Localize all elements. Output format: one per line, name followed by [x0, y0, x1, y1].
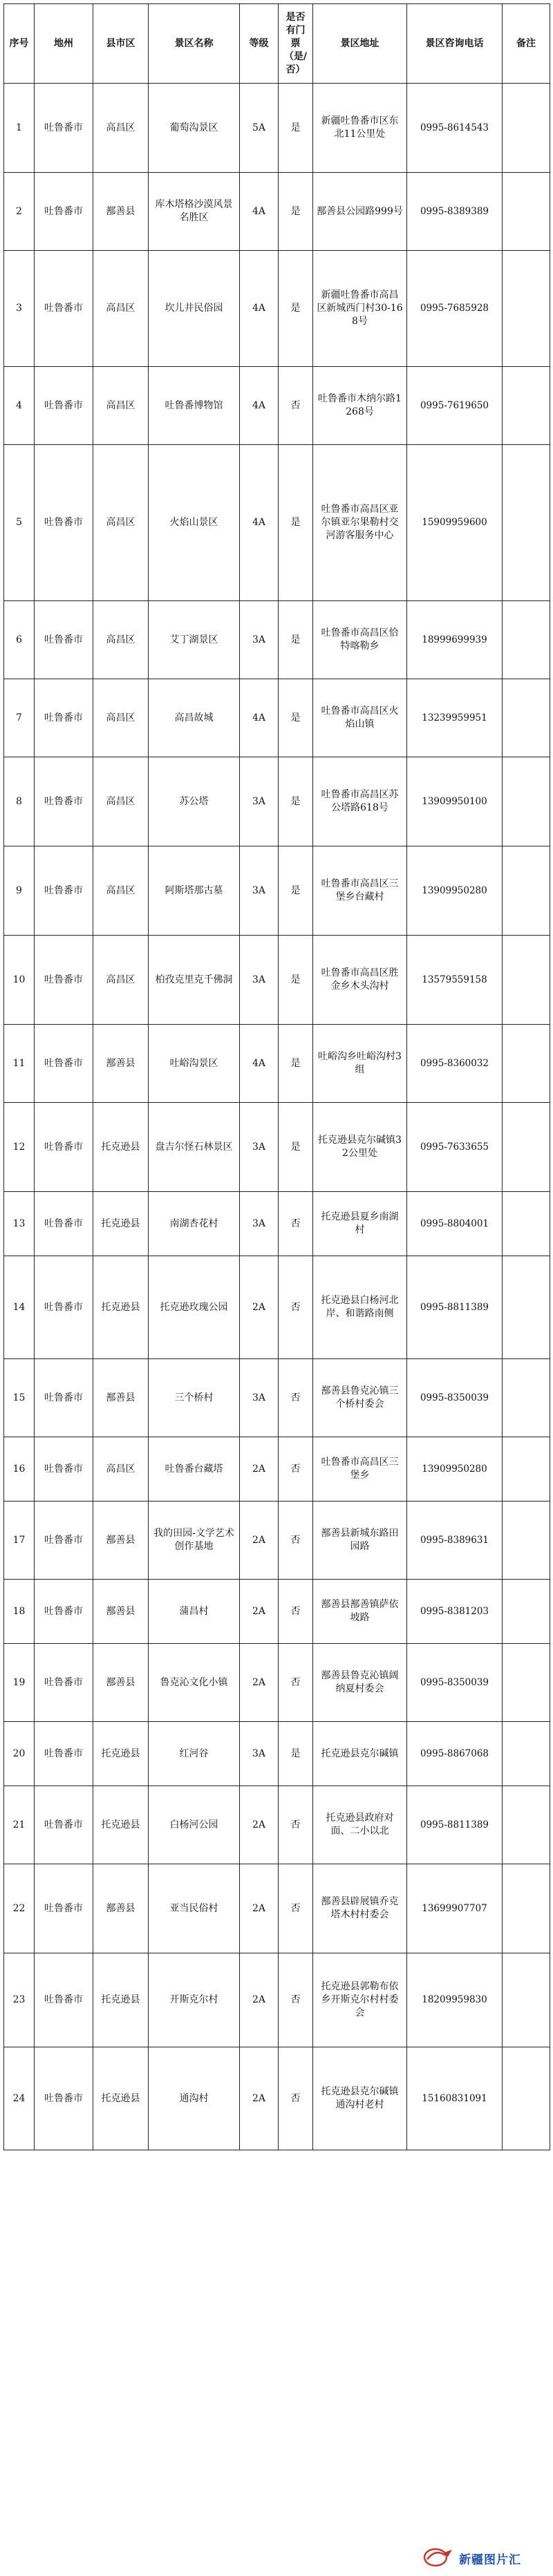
- cell-address: 鄯善县鲁克沁镇阔纳夏村委会: [313, 1644, 407, 1722]
- cell-prefecture: 吐鲁番市: [35, 1103, 93, 1192]
- watermark-logo-icon: [423, 2546, 455, 2568]
- cell-no: 10: [4, 936, 35, 1025]
- cell-county: 鄯善县: [93, 1359, 149, 1437]
- cell-note: [503, 1192, 550, 1256]
- cell-note: [503, 846, 550, 936]
- cell-grade: 2A: [240, 1502, 279, 1580]
- cell-ticket: 否: [279, 1580, 313, 1644]
- cell-no: 16: [4, 1437, 35, 1502]
- cell-note: [503, 1103, 550, 1192]
- cell-no: 24: [4, 2047, 35, 2150]
- table-row: [4, 601, 550, 679]
- cell-county: 高昌区: [93, 757, 149, 846]
- cell-name: 蒲昌村: [149, 1580, 240, 1644]
- cell-prefecture: 吐鲁番市: [35, 84, 93, 173]
- cell-phone: 15160831091: [407, 2047, 503, 2150]
- cell-prefecture: 吐鲁番市: [35, 1437, 93, 1502]
- cell-ticket: 否: [279, 1644, 313, 1722]
- cell-phone: 0995-8381203: [407, 1580, 503, 1644]
- cell-phone: 18999699939: [407, 601, 503, 679]
- cell-county: 托克逊县: [93, 1786, 149, 1864]
- cell-address: 托克逊县郭勒布依乡开斯克尔村村委会: [313, 1953, 407, 2047]
- cell-grade: 2A: [240, 1256, 279, 1359]
- cell-prefecture: 吐鲁番市: [35, 1786, 93, 1864]
- cell-phone: 0995-7685928: [407, 251, 503, 367]
- cell-name: 盘吉尔怪石林景区: [149, 1103, 240, 1192]
- header-address: 景区地址: [313, 4, 407, 84]
- cell-prefecture: 吐鲁番市: [35, 1953, 93, 2047]
- cell-address: 托克逊县白杨河北岸、和谐路南侧: [313, 1256, 407, 1359]
- table-row: [4, 1256, 550, 1359]
- cell-county: 托克逊县: [93, 1103, 149, 1192]
- cell-county: 高昌区: [93, 1437, 149, 1502]
- cell-prefecture: 吐鲁番市: [35, 1722, 93, 1786]
- cell-grade: 4A: [240, 445, 279, 601]
- cell-county: 高昌区: [93, 367, 149, 445]
- cell-ticket: 是: [279, 936, 313, 1025]
- cell-grade: 2A: [240, 1786, 279, 1864]
- cell-ticket: 否: [279, 1864, 313, 1953]
- cell-phone: 0995-8389631: [407, 1502, 503, 1580]
- cell-no: 9: [4, 846, 35, 936]
- watermark-text: 新疆图片汇: [459, 2553, 521, 2567]
- cell-note: [503, 84, 550, 173]
- cell-prefecture: 吐鲁番市: [35, 1256, 93, 1359]
- cell-note: [503, 1786, 550, 1864]
- cell-prefecture: 吐鲁番市: [35, 601, 93, 679]
- cell-no: 7: [4, 679, 35, 757]
- cell-name: 我的田园-文学艺术创作基地: [149, 1502, 240, 1580]
- header-no: 序号: [4, 4, 35, 84]
- cell-no: 11: [4, 1025, 35, 1103]
- cell-name: 三个桥村: [149, 1359, 240, 1437]
- cell-grade: 3A: [240, 936, 279, 1025]
- table-row: [4, 2047, 550, 2150]
- cell-grade: 3A: [240, 601, 279, 679]
- cell-name: 托克逊玫瑰公园: [149, 1256, 240, 1359]
- cell-no: 15: [4, 1359, 35, 1437]
- cell-name: 柏孜克里克千佛洞: [149, 936, 240, 1025]
- cell-no: 4: [4, 367, 35, 445]
- cell-address: 吐鲁番市高昌区三堡乡: [313, 1437, 407, 1502]
- cell-note: [503, 601, 550, 679]
- cell-note: [503, 1953, 550, 2047]
- cell-note: [503, 679, 550, 757]
- cell-ticket: 是: [279, 1722, 313, 1786]
- cell-grade: 4A: [240, 1025, 279, 1103]
- cell-no: 18: [4, 1580, 35, 1644]
- cell-phone: 15909959600: [407, 445, 503, 601]
- cell-address: 鄯善县鲁克沁镇三个桥村委会: [313, 1359, 407, 1437]
- cell-prefecture: 吐鲁番市: [35, 173, 93, 251]
- cell-county: 鄯善县: [93, 1025, 149, 1103]
- table-row: [4, 1359, 550, 1437]
- cell-phone: 0995-7633655: [407, 1103, 503, 1192]
- cell-phone: 13909950280: [407, 1437, 503, 1502]
- cell-no: 20: [4, 1722, 35, 1786]
- table-row: [4, 1580, 550, 1644]
- table-row: [4, 173, 550, 251]
- cell-county: 托克逊县: [93, 1256, 149, 1359]
- cell-grade: 2A: [240, 2047, 279, 2150]
- cell-phone: 0995-8804001: [407, 1192, 503, 1256]
- cell-name: 通沟村: [149, 2047, 240, 2150]
- cell-prefecture: 吐鲁番市: [35, 1502, 93, 1580]
- cell-prefecture: 吐鲁番市: [35, 1025, 93, 1103]
- cell-grade: 4A: [240, 251, 279, 367]
- cell-note: [503, 757, 550, 846]
- cell-county: 高昌区: [93, 251, 149, 367]
- cell-no: 14: [4, 1256, 35, 1359]
- cell-name: 南湖杏花村: [149, 1192, 240, 1256]
- cell-no: 8: [4, 757, 35, 846]
- cell-ticket: 否: [279, 367, 313, 445]
- table-row: [4, 1192, 550, 1256]
- cell-note: [503, 1502, 550, 1580]
- cell-grade: 2A: [240, 1864, 279, 1953]
- cell-address: 鄯善县新城东路田园路: [313, 1502, 407, 1580]
- cell-county: 托克逊县: [93, 1722, 149, 1786]
- table-row: [4, 1103, 550, 1192]
- cell-no: 13: [4, 1192, 35, 1256]
- cell-county: 托克逊县: [93, 1192, 149, 1256]
- cell-grade: 3A: [240, 1722, 279, 1786]
- header-name: 景区名称: [149, 4, 240, 84]
- cell-ticket: 否: [279, 1786, 313, 1864]
- cell-note: [503, 1644, 550, 1722]
- table-row: [4, 846, 550, 936]
- cell-address: 托克逊县克尔碱镇32公里处: [313, 1103, 407, 1192]
- cell-ticket: 是: [279, 173, 313, 251]
- cell-name: 高昌故城: [149, 679, 240, 757]
- cell-name: 吐鲁番博物馆: [149, 367, 240, 445]
- cell-address: 新疆吐鲁番市高昌区新城西门村30-168号: [313, 251, 407, 367]
- cell-prefecture: 吐鲁番市: [35, 2047, 93, 2150]
- cell-phone: 0995-8811389: [407, 1256, 503, 1359]
- cell-prefecture: 吐鲁番市: [35, 251, 93, 367]
- cell-grade: 2A: [240, 1580, 279, 1644]
- cell-grade: 3A: [240, 1103, 279, 1192]
- cell-address: 吐鲁番市高昌区苏公塔路618号: [313, 757, 407, 846]
- cell-ticket: 是: [279, 84, 313, 173]
- cell-grade: 4A: [240, 367, 279, 445]
- cell-prefecture: 吐鲁番市: [35, 846, 93, 936]
- header-county: 县市区: [93, 4, 149, 84]
- cell-county: 高昌区: [93, 601, 149, 679]
- cell-ticket: 是: [279, 757, 313, 846]
- cell-address: 托克逊县政府对面、二小以北: [313, 1786, 407, 1864]
- cell-ticket: 否: [279, 1502, 313, 1580]
- cell-ticket: 否: [279, 1359, 313, 1437]
- cell-phone: 0995-8389389: [407, 173, 503, 251]
- cell-address: 托克逊县夏乡南湖村: [313, 1192, 407, 1256]
- cell-note: [503, 1580, 550, 1644]
- cell-prefecture: 吐鲁番市: [35, 1864, 93, 1953]
- cell-address: 鄯善县鄯善镇萨依坡路: [313, 1580, 407, 1644]
- cell-prefecture: 吐鲁番市: [35, 936, 93, 1025]
- cell-ticket: 是: [279, 251, 313, 367]
- scenic-spot-table: [3, 3, 550, 2150]
- cell-prefecture: 吐鲁番市: [35, 445, 93, 601]
- cell-grade: 4A: [240, 173, 279, 251]
- cell-name: 鲁克沁文化小镇: [149, 1644, 240, 1722]
- cell-address: 吐鲁番市高昌区亚尔镇亚尔果勒村交河游客服务中心: [313, 445, 407, 601]
- cell-prefecture: 吐鲁番市: [35, 367, 93, 445]
- cell-address: 吐鲁番市高昌区胜金乡木头沟村: [313, 936, 407, 1025]
- cell-name: 坎儿井民俗园: [149, 251, 240, 367]
- cell-name: 艾丁湖景区: [149, 601, 240, 679]
- table-row: [4, 367, 550, 445]
- cell-prefecture: 吐鲁番市: [35, 1359, 93, 1437]
- cell-no: 22: [4, 1864, 35, 1953]
- cell-grade: 4A: [240, 679, 279, 757]
- cell-county: 鄯善县: [93, 1644, 149, 1722]
- table-row: [4, 1437, 550, 1502]
- cell-ticket: 否: [279, 1953, 313, 2047]
- table-row: [4, 1953, 550, 2047]
- cell-address: 吐鲁番市木纳尔路1268号: [313, 367, 407, 445]
- cell-phone: 0995-8867068: [407, 1722, 503, 1786]
- cell-no: 1: [4, 84, 35, 173]
- cell-phone: 0995-8614543: [407, 84, 503, 173]
- header-grade: 等级: [240, 4, 279, 84]
- header-phone: 景区咨询电话: [407, 4, 503, 84]
- table-body: [4, 84, 550, 2150]
- cell-phone: 0995-8811389: [407, 1786, 503, 1864]
- cell-grade: 2A: [240, 1437, 279, 1502]
- cell-address: 吐鲁番市高昌区火焰山镇: [313, 679, 407, 757]
- table-row: [4, 251, 550, 367]
- cell-prefecture: 吐鲁番市: [35, 1580, 93, 1644]
- cell-county: 托克逊县: [93, 1953, 149, 2047]
- cell-note: [503, 445, 550, 601]
- cell-no: 17: [4, 1502, 35, 1580]
- cell-no: 6: [4, 601, 35, 679]
- cell-address: 吐鲁番市高昌区恰特喀勒乡: [313, 601, 407, 679]
- cell-name: 吐峪沟景区: [149, 1025, 240, 1103]
- cell-phone: 13909950280: [407, 846, 503, 936]
- cell-phone: 0995-7619650: [407, 367, 503, 445]
- table-row: [4, 84, 550, 173]
- cell-county: 鄯善县: [93, 1580, 149, 1644]
- cell-name: 苏公塔: [149, 757, 240, 846]
- cell-phone: 18209959830: [407, 1953, 503, 2047]
- cell-phone: 0995-8350039: [407, 1644, 503, 1722]
- cell-address: 吐鲁番市高昌区三堡乡台藏村: [313, 846, 407, 936]
- cell-county: 鄯善县: [93, 1502, 149, 1580]
- cell-no: 3: [4, 251, 35, 367]
- table-row: [4, 1644, 550, 1722]
- cell-ticket: 是: [279, 601, 313, 679]
- table-row: [4, 1502, 550, 1580]
- cell-note: [503, 173, 550, 251]
- cell-ticket: 否: [279, 2047, 313, 2150]
- cell-note: [503, 1864, 550, 1953]
- cell-no: 23: [4, 1953, 35, 2047]
- cell-note: [503, 936, 550, 1025]
- table-row: [4, 936, 550, 1025]
- header-prefecture: 地州: [35, 4, 93, 84]
- cell-no: 2: [4, 173, 35, 251]
- cell-name: 库木塔格沙漠风景名胜区: [149, 173, 240, 251]
- cell-grade: 3A: [240, 846, 279, 936]
- cell-name: 白杨河公园: [149, 1786, 240, 1864]
- cell-note: [503, 1437, 550, 1502]
- cell-phone: 13239959951: [407, 679, 503, 757]
- cell-address: 鄯善县辟展镇乔克塔木村村委会: [313, 1864, 407, 1953]
- cell-no: 12: [4, 1103, 35, 1192]
- cell-note: [503, 251, 550, 367]
- cell-grade: 3A: [240, 757, 279, 846]
- cell-phone: 13699907707: [407, 1864, 503, 1953]
- table-row: [4, 1864, 550, 1953]
- cell-ticket: 是: [279, 846, 313, 936]
- cell-county: 高昌区: [93, 846, 149, 936]
- table-row: [4, 1025, 550, 1103]
- table-row: [4, 445, 550, 601]
- cell-ticket: 否: [279, 1192, 313, 1256]
- cell-county: 高昌区: [93, 84, 149, 173]
- cell-county: 高昌区: [93, 936, 149, 1025]
- header-ticket: 是否有门票（是/否）: [279, 4, 313, 84]
- cell-name: 火焰山景区: [149, 445, 240, 601]
- table-row: [4, 679, 550, 757]
- cell-name: 吐鲁番台藏塔: [149, 1437, 240, 1502]
- cell-note: [503, 367, 550, 445]
- cell-phone: 0995-8360032: [407, 1025, 503, 1103]
- cell-name: 开斯克尔村: [149, 1953, 240, 2047]
- cell-ticket: 否: [279, 1437, 313, 1502]
- header-note: 备注: [503, 4, 550, 84]
- cell-grade: 2A: [240, 1953, 279, 2047]
- cell-note: [503, 1722, 550, 1786]
- cell-note: [503, 1256, 550, 1359]
- cell-address: 托克逊县克尔碱镇: [313, 1722, 407, 1786]
- cell-phone: 13579559158: [407, 936, 503, 1025]
- cell-no: 5: [4, 445, 35, 601]
- cell-county: 高昌区: [93, 679, 149, 757]
- cell-name: 红河谷: [149, 1722, 240, 1786]
- cell-note: [503, 2047, 550, 2150]
- cell-grade: 2A: [240, 1644, 279, 1722]
- cell-note: [503, 1025, 550, 1103]
- cell-grade: 3A: [240, 1192, 279, 1256]
- cell-ticket: 是: [279, 1025, 313, 1103]
- cell-ticket: 否: [279, 1256, 313, 1359]
- cell-address: 新疆吐鲁番市区东北11公里处: [313, 84, 407, 173]
- cell-note: [503, 1359, 550, 1437]
- cell-grade: 5A: [240, 84, 279, 173]
- cell-prefecture: 吐鲁番市: [35, 1192, 93, 1256]
- cell-address: 鄯善县公园路999号: [313, 173, 407, 251]
- cell-ticket: 是: [279, 445, 313, 601]
- cell-no: 19: [4, 1644, 35, 1722]
- cell-county: 鄯善县: [93, 173, 149, 251]
- table-header-row: [4, 4, 550, 84]
- table-row: [4, 1786, 550, 1864]
- cell-ticket: 是: [279, 679, 313, 757]
- cell-grade: 3A: [240, 1359, 279, 1437]
- cell-ticket: 是: [279, 1103, 313, 1192]
- table-row: [4, 757, 550, 846]
- cell-county: 高昌区: [93, 445, 149, 601]
- cell-name: 亚当民俗村: [149, 1864, 240, 1953]
- cell-address: 吐峪沟乡吐峪沟村3组: [313, 1025, 407, 1103]
- cell-prefecture: 吐鲁番市: [35, 1644, 93, 1722]
- cell-county: 托克逊县: [93, 2047, 149, 2150]
- cell-name: 阿斯塔那古墓: [149, 846, 240, 936]
- cell-county: 鄯善县: [93, 1864, 149, 1953]
- cell-phone: 0995-8350039: [407, 1359, 503, 1437]
- watermark: [423, 2543, 547, 2570]
- table-row: [4, 1722, 550, 1786]
- cell-address: 托克逊县克尔碱镇通沟村老村: [313, 2047, 407, 2150]
- cell-prefecture: 吐鲁番市: [35, 757, 93, 846]
- cell-no: 21: [4, 1786, 35, 1864]
- cell-phone: 13909950100: [407, 757, 503, 846]
- cell-name: 葡萄沟景区: [149, 84, 240, 173]
- cell-prefecture: 吐鲁番市: [35, 679, 93, 757]
